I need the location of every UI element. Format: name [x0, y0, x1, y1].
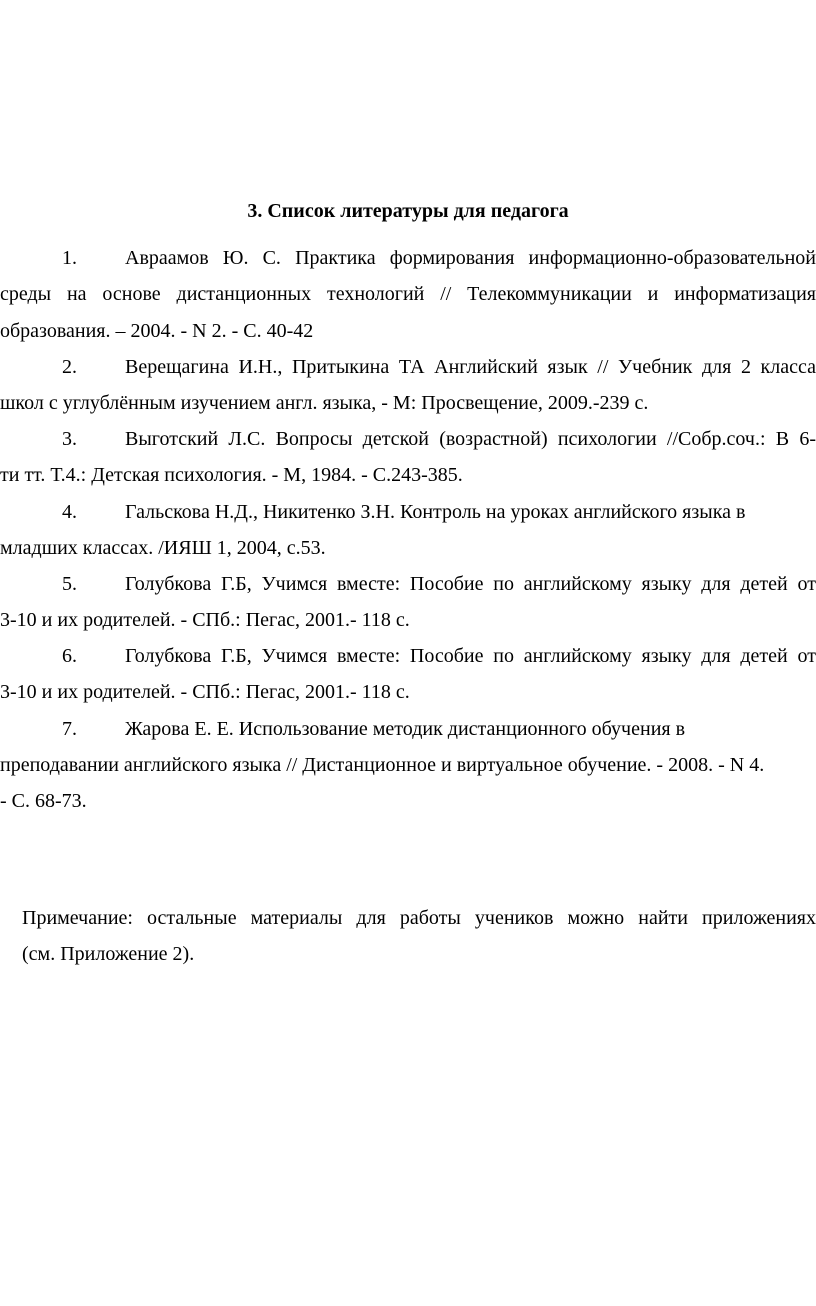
reference-3-line-2: ти тт. Т.4.: Детская психология. - М, 1984. - С.243-385.: [0, 464, 463, 487]
reference-2: [0, 349, 816, 385]
reference-7-number: 7.: [62, 717, 77, 740]
reference-5-line-2: 3-10 и их родителей. - СПб.: Пегас, 2001.- 118 с.: [0, 609, 410, 632]
reference-1-number: 1.: [62, 247, 77, 270]
reference-1-line-2: среды на основе дистанционных технологий // Телекоммуникации и информатизация: [0, 283, 816, 306]
note-line-2: (см. Приложение 2).: [22, 943, 195, 966]
reference-6-line-2: 3-10 и их родителей. - СПб.: Пегас, 2001.- 118 с.: [0, 681, 410, 704]
reference-2-line-1: Верещагина И.Н., Притыкина ТА Английский язык // Учебник для 2 класса: [125, 355, 816, 378]
reference-6-number: 6.: [62, 645, 77, 668]
reference-6: [0, 638, 816, 674]
reference-2-number: 2.: [62, 355, 77, 378]
reference-1-line-1: Авраамов Ю. С. Практика формирования информационно-образовательной: [125, 247, 816, 270]
reference-3-number: 3.: [62, 428, 77, 451]
reference-3-line-1: Выготский Л.С. Вопросы детской (возрастной) психологии //Собр.соч.: В 6-: [125, 428, 816, 451]
page-title: 3. Список литературы для педагога: [247, 200, 569, 222]
reference-5-line-1: Голубкова Г.Б, Учимся вместе: Пособие по английскому языку для детей от: [125, 572, 816, 595]
reference-7: [0, 711, 816, 747]
reference-7-line-1: Жарова Е. Е. Использование методик дистанционного обучения в: [125, 717, 686, 740]
reference-4-line-1: Гальскова Н.Д., Никитенко З.Н. Контроль на уроках английского языка в: [125, 500, 746, 523]
reference-1-line-3: образования. – 2004. - N 2. - С. 40-42: [0, 319, 314, 342]
note: [22, 900, 816, 972]
reference-4-number: 4.: [62, 500, 77, 523]
reference-5: [0, 566, 816, 602]
note-line-1: Примечание: остальные материалы для работы учеников можно найти приложениях: [22, 907, 816, 930]
reference-4: [0, 494, 816, 530]
reference-2-line-2: школ с углублённым изучением англ. языка, - М: Просвещение, 2009.-239 с.: [0, 391, 649, 414]
reference-7-line-2: преподавании английского языка // Дистанционное и виртуальное обучение. - 2008. - N 4.: [0, 753, 765, 776]
reference-5-number: 5.: [62, 572, 77, 595]
reference-1: [0, 240, 816, 276]
reference-6-line-1: Голубкова Г.Б, Учимся вместе: Пособие по английскому языку для детей от: [125, 645, 816, 668]
reference-3: [0, 421, 816, 457]
reference-7-line-3: - С. 68-73.: [0, 790, 87, 812]
reference-4-line-2: младших классах. /ИЯШ 1, 2004, с.53.: [0, 536, 326, 559]
